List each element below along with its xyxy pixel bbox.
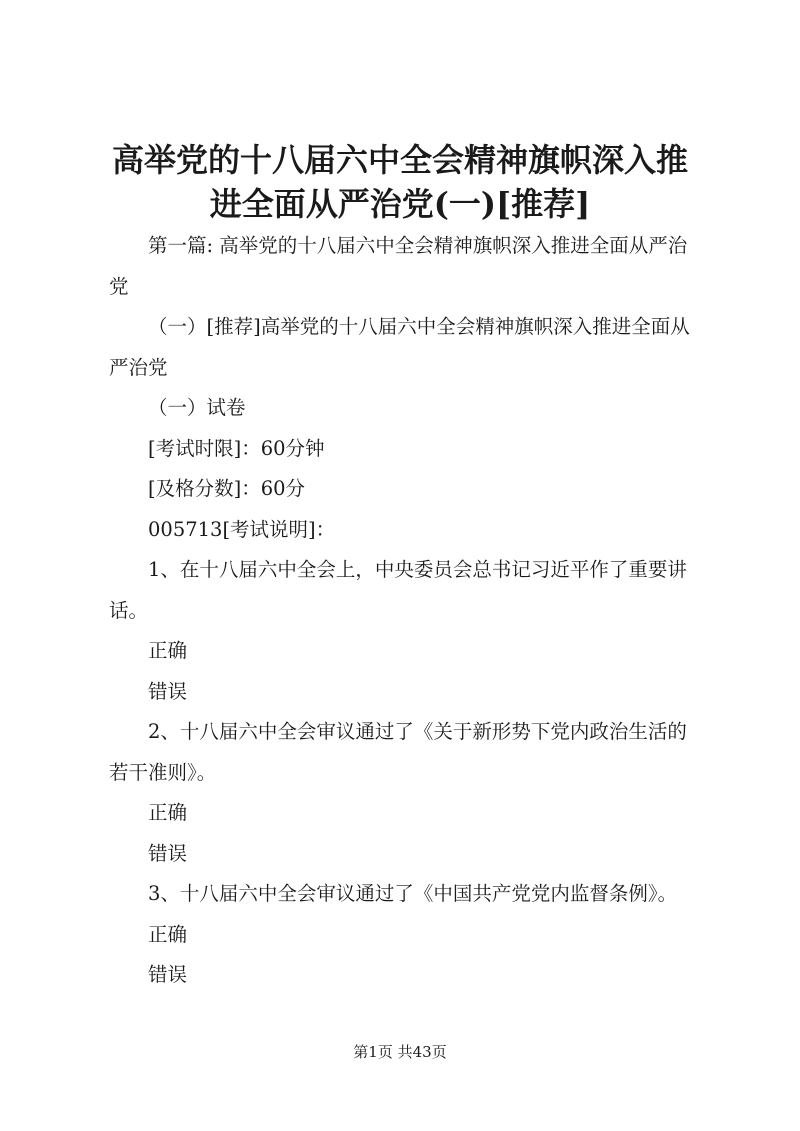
- question-3: 3、十八届六中全会审议通过了《中国共产党党内监督条例》。: [148, 882, 678, 905]
- question-2: 2、十八届六中全会审议通过了《关于新形势下党内政治生活的若干准则》。: [109, 720, 687, 784]
- exam-instructions: 005713[考试说明]：: [148, 517, 336, 541]
- section-heading: 第一篇: 高举党的十八届六中全会精神旗帜深入推进全面从严治党: [109, 234, 688, 298]
- exam-heading: （一）试卷: [148, 396, 246, 419]
- question-1-option-correct: 正确: [148, 639, 188, 662]
- question-1: 1、在十八届六中全会上，中央委员会总书记习近平作了重要讲话。: [109, 558, 687, 622]
- document-body: [109, 226, 699, 996]
- document-title: 高举党的十八届六中全会精神旗帜深入推进全面从严治党(一)[推荐]: [111, 141, 688, 223]
- passing-score: [及格分数]：60分: [148, 477, 306, 500]
- question-2-option-wrong: 错误: [148, 841, 188, 865]
- question-3-option-wrong: 错误: [148, 963, 188, 986]
- question-3-option-correct: 正确: [148, 922, 188, 946]
- page-footer: 第1页 共43页: [353, 1043, 447, 1061]
- question-1-option-wrong: 错误: [148, 679, 188, 703]
- subtitle: （一）[推荐]高举党的十八届六中全会精神旗帜深入推进全面从严治党: [109, 315, 690, 379]
- time-limit: [考试时限]：60分钟: [148, 436, 325, 460]
- question-2-option-correct: 正确: [148, 801, 188, 824]
